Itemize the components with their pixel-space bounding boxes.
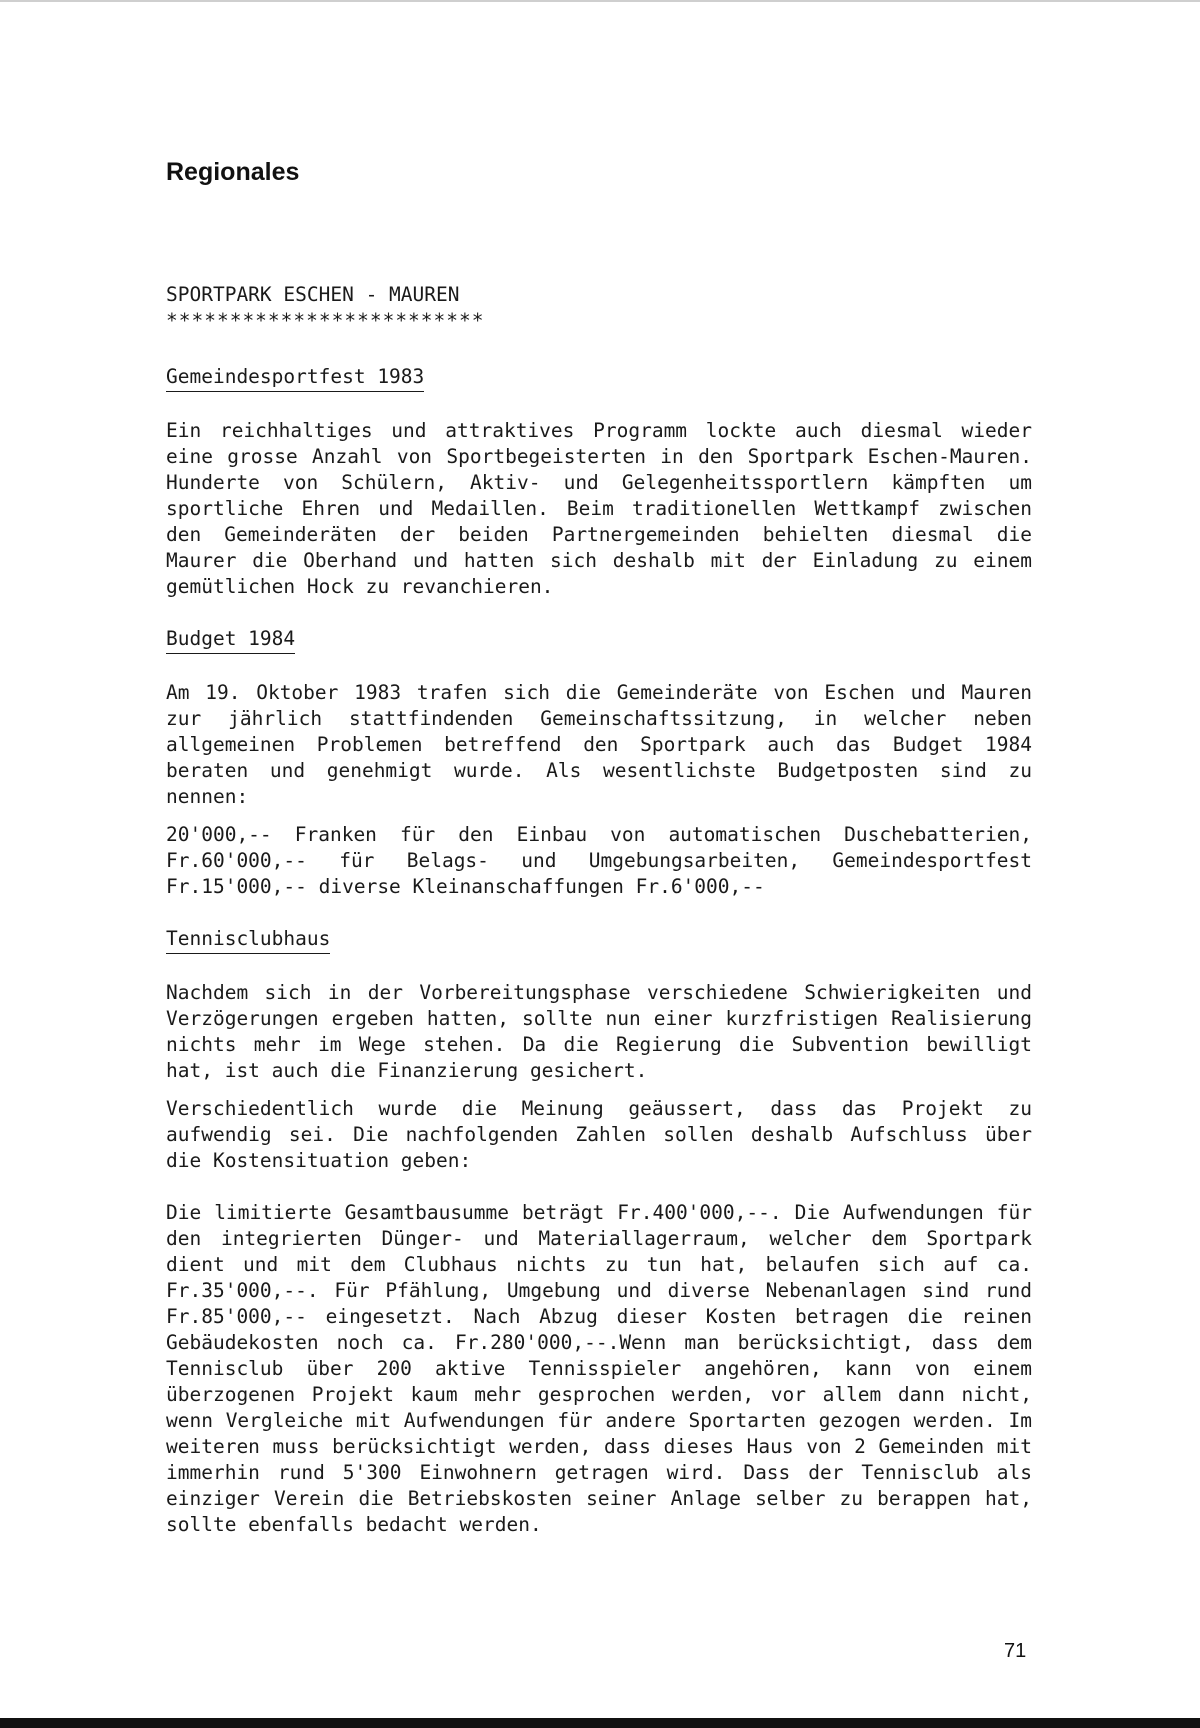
paragraph: Nachdem sich in der Vorbereitungsphase verschiedene Schwierigkeiten und Verzögerungen ergeben hatten, sollte nun einer kurzfristigen Realisierung nichts mehr im Wege stehen. Da die Regierung die Subvention bewilligt hat, ist auch die Finanzierung gesichert.: [166, 981, 1032, 1082]
bottom-border: [0, 1718, 1200, 1728]
article: [166, 282, 1032, 1550]
page-number: 71: [1004, 1640, 1027, 1662]
section-gemeindesportfest: [166, 364, 1032, 392]
paragraph: Ein reichhaltiges und attraktives Programm lockte auch diesmal wieder eine grosse Anzahl von Sportbegeisterten in den Sportpark Eschen-Mauren. Hunderte von Schülern, Aktiv- und Gelegenheitssportlern kämpften um sportliche Ehren und Medaillen. Beim traditionellen Wettkampf zwischen den Gemeinderäten der beiden Partnergemeinden behielten diesmal die Maurer die Oberhand und hatten sich deshalb mit der Einladung zu einem gemütlichen Hock zu revanchieren.: [166, 419, 1032, 598]
section-heading: Budget 1984: [166, 626, 295, 654]
top-border: [0, 0, 1200, 2]
paragraph: Verschiedentlich wurde die Meinung geäussert, dass das Projekt zu aufwendig sei. Die nachfolgenden Zahlen sollen deshalb Aufschluss über die Kostensituation geben:: [166, 1097, 1032, 1172]
budget-items-paragraph: 20'000,-- Franken für den Einbau von automatischen Duschebatterien, Fr.60'000,-- für Belags- und Umgebungsarbeiten, Gemeindesportfest Fr.15'000,-- diverse Kleinanschaffungen Fr.6'000,--: [166, 823, 1032, 898]
section-heading: Tennisclubhaus: [166, 926, 330, 954]
section-heading: Gemeindesportfest 1983: [166, 364, 424, 392]
section-budget: [166, 626, 1032, 654]
article-title: SPORTPARK ESCHEN - MAUREN: [166, 283, 460, 306]
paragraph: Am 19. Oktober 1983 trafen sich die Gemeinderäte von Eschen und Mauren zur jährlich stattfindenden Gemeinschaftssitzung, in welcher neben allgemeinen Problemen betreffend den Sportpark auch das Budget 1984 beraten und genehmigt wurde. Als wesentlichste Budgetposten sind zu nennen:: [166, 681, 1032, 808]
paragraph: Die limitierte Gesamtbausumme beträgt Fr.400'000,--. Die Aufwendungen für den integrierten Dünger- und Materiallagerraum, welcher dem Sportpark dient und mit dem Clubhaus nichts zu tun hat, belaufen sich auf ca. Fr.35'000,--. Für Pfählung, Umgebung und diverse Nebenanlagen sind rund Fr.85'000,-- eingesetzt. Nach Abzug dieser Kosten betragen die reinen Gebäudekosten noch ca. Fr.280'000,--.Wenn man berücksichtigt, dass dem Tennisclub über 200 aktive Tennisspieler angehören, kann von einem überzogenen Projekt kaum mehr gesprochen werden, vor allem dann nicht, wenn Vergleiche mit Aufwendungen für andere Sportarten gezogen werden. Im weiteren muss berücksichtigt werden, dass dieses Haus von 2 Gemeinden mit immerhin rund 5'300 Einwohnern getragen wird. Dass der Tennisclub als einziger Verein die Betriebskosten seiner Anlage selber zu berappen hat, sollte ebenfalls bedacht werden.: [166, 1201, 1032, 1536]
section-tennisclubhaus: [166, 926, 1032, 954]
section-title: Regionales: [166, 158, 300, 186]
title-asterisk-underline: *************************: [166, 309, 485, 332]
